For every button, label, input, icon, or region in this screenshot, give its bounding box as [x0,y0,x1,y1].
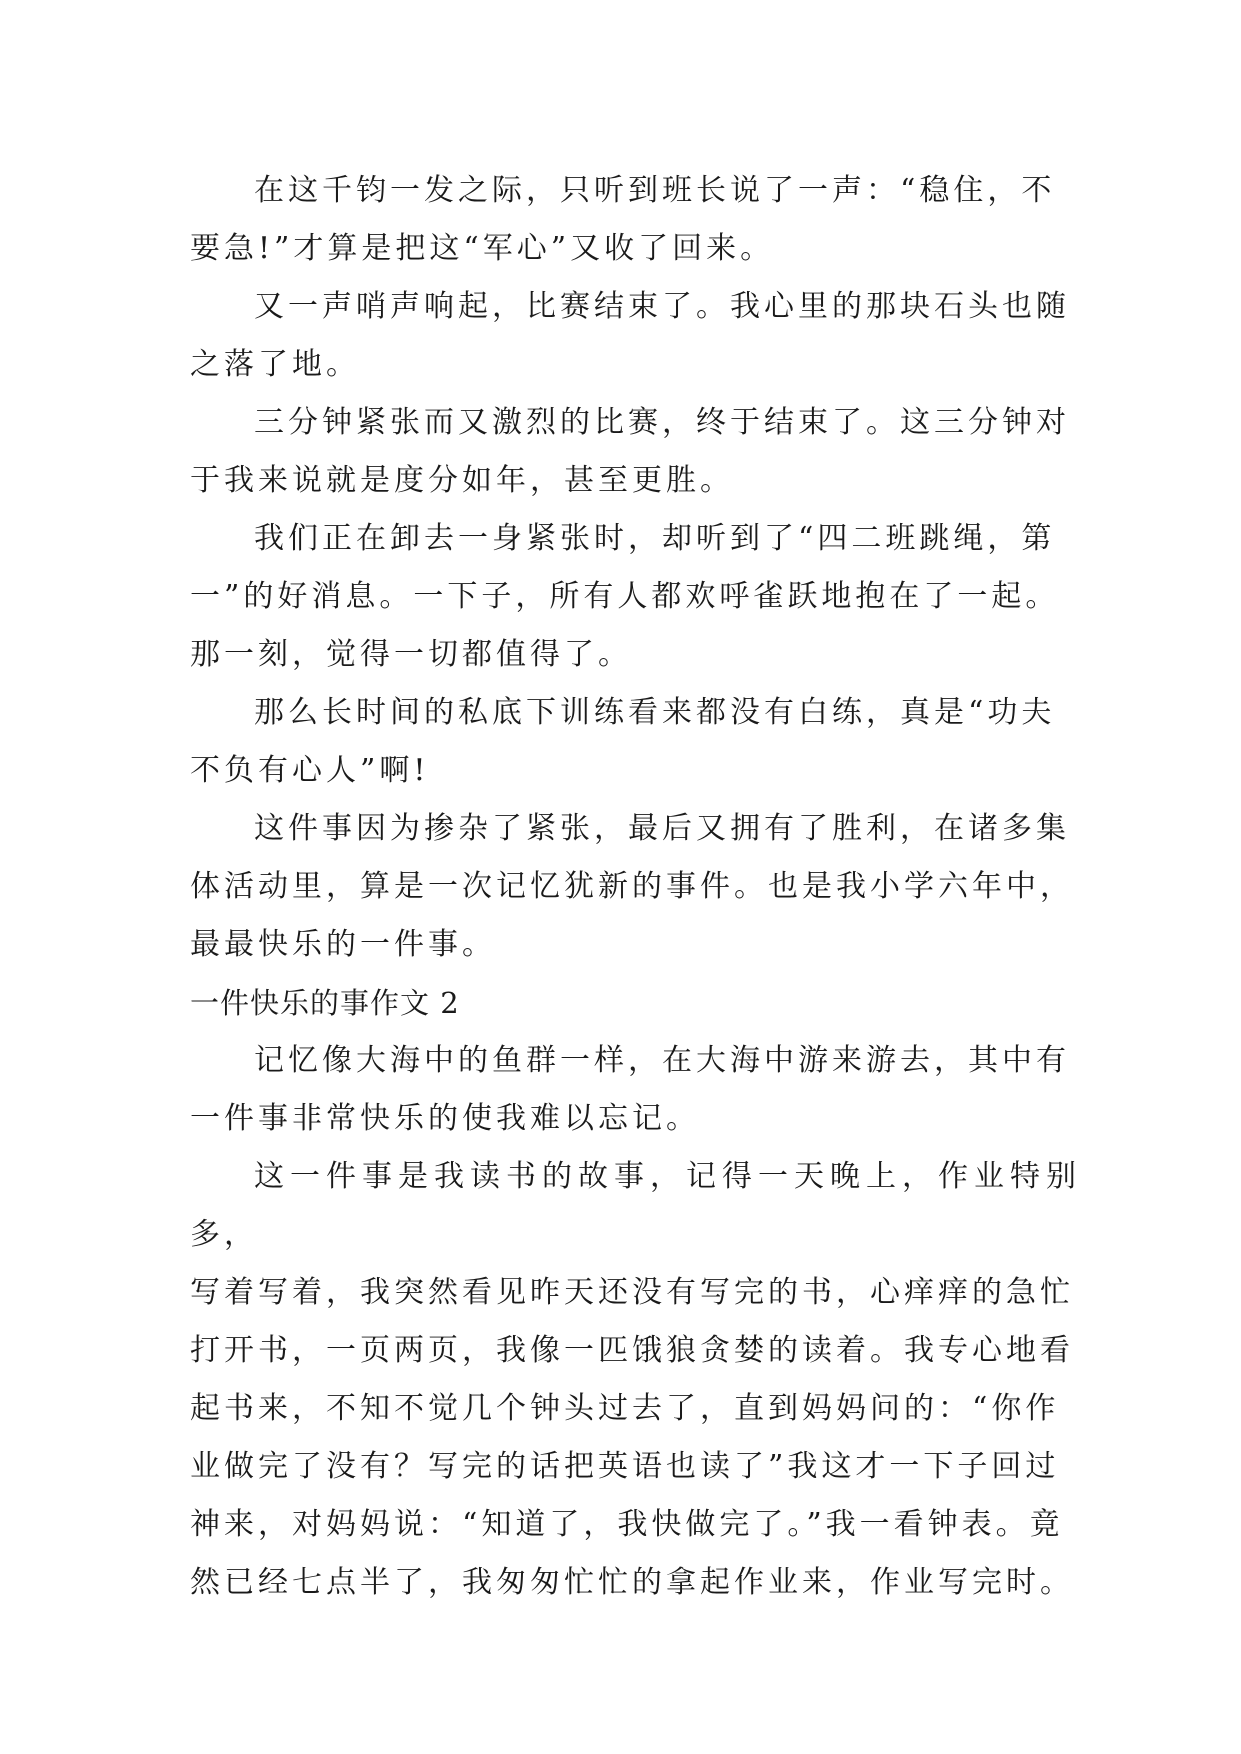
paragraph-match-end: 又一声哨声响起，比赛结束了。我心里的那块石头也随 之落了地。 [190,289,1070,382]
paragraph-happiest-memory: 这件事因为掺杂了紧张，最后又拥有了胜利，在诸多集 体活动里，算是一次记忆犹新的事件。也是我小学六年中， 最最快乐的一件事。 [190,811,1074,962]
paragraph-whistle-moment: 在这千钧一发之际，只听到班长说了一声：“稳住，不 要急!”才算是把这“军心”又收了回来。 [190,173,1056,266]
section-title: 一件快乐的事作文 2 [190,986,460,1020]
paragraph-first-place: 我们正在卸去一身紧张时，却听到了“四二班跳绳，第 一”的好消息。一下子，所有人都欢呼雀跃地抱在了一起。 那一刻，觉得一切都值得了。 [190,521,1060,672]
paragraph-three-minutes: 三分钟紧张而又激烈的比赛，终于结束了。这三分钟对 于我来说就是度分如年，甚至更胜。 [190,405,1070,498]
paragraph-memory-fish: 记忆像大海中的鱼群一样，在大海中游来游去，其中有 一件事非常快乐的使我难以忘记。 [190,1043,1070,1136]
document-page [190,162,1080,1612]
paragraph-reading-story: 这一件事是我读书的故事，记得一天晚上，作业特别多， 写着写着，我突然看见昨天还没有写完的书，心痒痒的急忙 打开书，一页两页，我像一匹饿狼贪婪的读着。我专心地看 起书来，不知不觉几个钟头过去了，直到妈妈问的：“你作 业做完了没有？写完的话把英语也读了”我这才一下子回过 神来，对妈妈说：“知道了，我快做完了。”我一看钟表。竟 然已经七点半了，我匆匆忙忙的拿起作业来，作业写完时。 [190,1159,1080,1600]
paragraph-training: 那么长时间的私底下训练看来都没有白练，真是“功夫 不负有心人”啊! [190,695,1056,788]
